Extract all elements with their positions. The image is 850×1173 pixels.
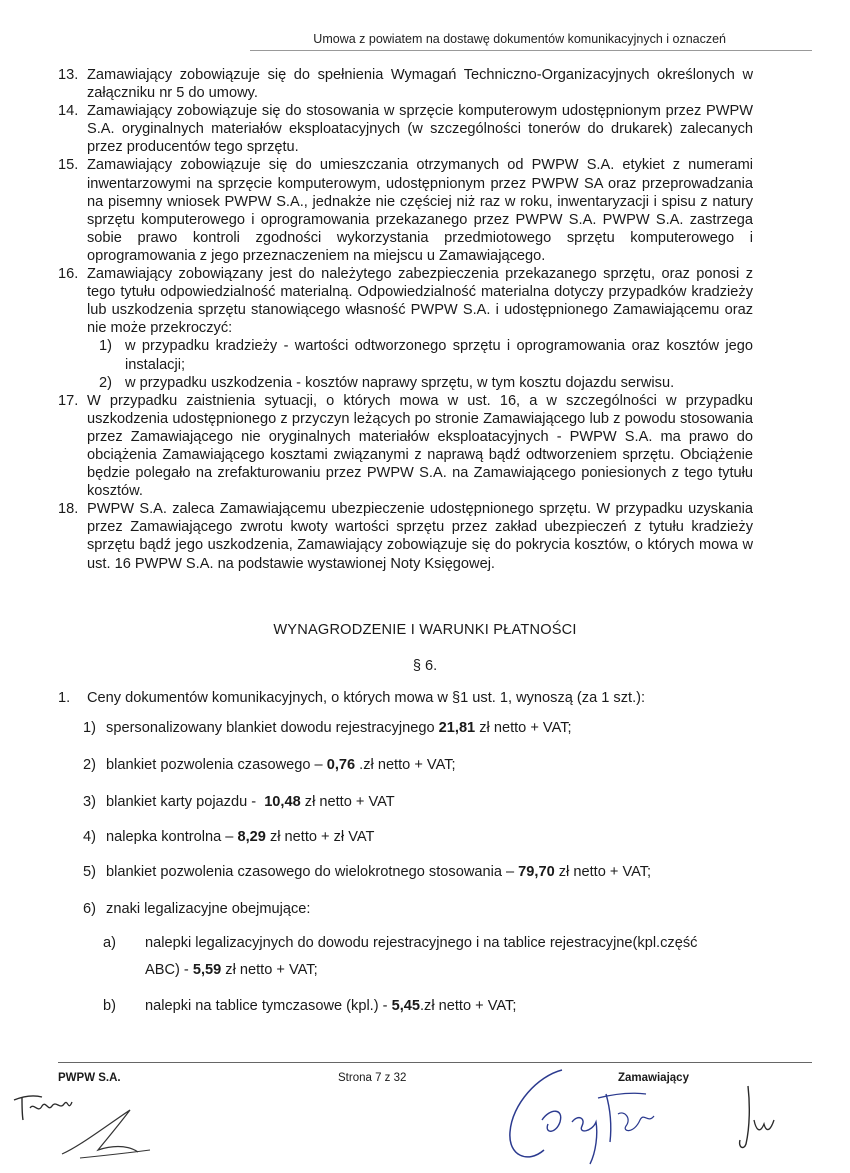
header-rule (250, 50, 812, 51)
handwritten-initials-left (10, 1086, 160, 1164)
price-subitem-a-cont (145, 962, 318, 978)
price-item (83, 829, 374, 845)
clause-number: 14. (58, 103, 79, 120)
subitem-letter: a) (103, 935, 116, 951)
price-unit: zł netto + VAT; (475, 720, 572, 736)
price-value: 8,29 (237, 829, 266, 845)
clause-14 (58, 102, 753, 156)
clause-number: 16. (58, 266, 79, 283)
price-unit: zł netto + VAT (300, 794, 395, 810)
clause-text: Zamawiający zobowiązany jest do należytego zabezpieczenia przekazanego sprzętu, oraz ponosi z tego tytułu odpowiedzialność materialną. Odpowiedzialność materialna dotyczy przypadków kradzieży lub uszkodzenia sprzętu stanowiącego własność PWPW S.A. i udostępnionego Zamawiającemu oraz nie może przekroczyć: (87, 266, 753, 337)
clause-number: 17. (58, 392, 79, 409)
clause-17 (58, 392, 753, 501)
page-header: Umowa z powiatem na dostawę dokumentów komunikacyjnych i oznaczeń (313, 32, 726, 46)
handwritten-initials-right (734, 1080, 784, 1158)
price-value: 5,45 (391, 998, 420, 1014)
price-value: 79,70 (518, 864, 555, 880)
price-item-number: 4) (83, 829, 96, 845)
price-item (83, 720, 572, 736)
footer-right-party: Zamawiający (618, 1072, 689, 1084)
price-value: 10,48 (264, 794, 301, 810)
price-intro-text: Ceny dokumentów komunikacyjnych, o których mowa w §1 ust. 1, wynoszą (za 1 szt.): (87, 690, 646, 706)
price-item-label: znaki legalizacyjne obejmujące: (106, 901, 311, 917)
subitem-text: ABC) - (145, 962, 193, 978)
price-item (83, 794, 395, 810)
price-item-label: spersonalizowany blankiet dowodu rejestracyjnego (106, 720, 439, 736)
subitem-text: nalepki na tablice tymczasowe (kpl.) - (145, 998, 392, 1014)
clause-16-sub-1 (87, 337, 753, 373)
clause-text: W przypadku zaistnienia sytuacji, o których mowa w ust. 16, a w szczególności w przypadku uszkodzenia udostępnionego z przyczyn leżących po stronie Zamawiającego lub z powodu stosowania przez Zamawiającego nie oryginalnych materiałów eksploatacyjnych - PWPW S.A. ma prawo do obciążenia Zamawiającego kosztami związanymi z naprawą bądź odtworzeniem sprzętu. Obciążenie będzie polegało na zrefakturowaniu przez PWPW S.A. na Zamawiającego poniesionych z tego tytułu kosztów. (87, 392, 753, 500)
clause-15 (58, 156, 753, 265)
price-unit: .zł netto + VAT; (419, 998, 517, 1014)
sub-text: w przypadku kradzieży - wartości odtworzonego sprzętu i oprogramowania oraz kosztów jego instalacji; (125, 338, 753, 373)
clause-number: 15. (58, 157, 79, 174)
section-title: WYNAGRODZENIE I WARUNKI PŁATNOŚCI (273, 622, 577, 638)
price-intro-number: 1. (58, 690, 71, 706)
subitem-b-line (145, 998, 516, 1014)
price-subitem-b (103, 998, 517, 1014)
clause-16-sub-2 (87, 374, 753, 392)
section-paragraph-sign: § 6. (412, 658, 438, 674)
price-unit: zł netto + zł VAT (265, 829, 375, 845)
price-value: 0,76 (326, 757, 356, 773)
clause-18 (58, 500, 753, 572)
subitem-letter: b) (103, 998, 116, 1014)
price-item-number: 3) (83, 794, 96, 810)
footer-page-number: Strona 7 z 32 (338, 1072, 407, 1084)
price-item-label: nalepka kontrolna – (106, 829, 238, 845)
sub-number: 2) (99, 374, 112, 391)
price-unit: .zł netto + VAT; (355, 757, 456, 773)
clause-text: Zamawiający zobowiązuje się do spełnienia Wymagań Techniczno-Organizacyjnych określonych w załączniku nr 5 do umowy. (87, 67, 753, 102)
clause-16 (58, 265, 753, 392)
price-item-label: blankiet karty pojazdu - (106, 794, 261, 810)
price-unit: zł netto + VAT; (221, 962, 318, 978)
handwritten-signature-right (498, 1064, 678, 1172)
price-item-number: 5) (83, 864, 96, 880)
price-item (83, 864, 651, 880)
price-value: 5,59 (192, 962, 222, 978)
clause-text: PWPW S.A. zaleca Zamawiającemu ubezpieczenie udostępnionego sprzętu. W przypadku uzyskania przez Zamawiającego zwrotu kwoty wartości sprzętu przez zakład ubezpieczeń z tytułu kradzieży sprzętu bądź jego uszkodzenia, Zamawiający zobowiązuje się do pokrycia kosztów, o których mowa w ust. 16 PWPW S.A. na podstawie wystawionej Noty Księgowej. (87, 501, 753, 572)
price-item-label: blankiet pozwolenia czasowego do wielokrotnego stosowania – (106, 864, 519, 880)
price-item-number: 6) (83, 901, 96, 917)
price-item-number: 1) (83, 720, 96, 736)
price-value: 21,81 (438, 720, 476, 736)
footer-rule (58, 1062, 812, 1063)
clause-number: 18. (58, 501, 79, 518)
clause-13 (58, 66, 753, 102)
subitem-text: nalepki legalizacyjnych do dowodu rejestracyjnego i na tablice rejestracyjne(kpl.część (145, 935, 698, 951)
price-item (83, 901, 310, 917)
price-unit: zł netto + VAT; (554, 864, 652, 880)
clause-text: Zamawiający zobowiązuje się do stosowania w sprzęcie komputerowym udostępnionym przez PWPW S.A. oryginalnych materiałów eksploatacyjnych (w szczególności tonerów do drukarek) zalecanych przez producentów tego sprzętu. (87, 103, 753, 156)
price-item-number: 2) (83, 757, 96, 773)
price-intro (58, 690, 646, 706)
sub-number: 1) (99, 338, 112, 355)
footer-left-party: PWPW S.A. (58, 1072, 121, 1084)
price-item-label: blankiet pozwolenia czasowego – (106, 757, 327, 773)
price-subitem-a (103, 935, 698, 951)
clause-number: 13. (58, 67, 79, 83)
sub-text: w przypadku uszkodzenia - kosztów naprawy sprzętu, w tym kosztu dojazdu serwisu. (125, 374, 675, 391)
clause-text: Zamawiający zobowiązuje się do umieszczania otrzymanych od PWPW S.A. etykiet z numerami inwentarzowymi na sprzęcie komputerowym, udostępnionym przez PWPW SA oraz przeprowadzania na pisemny wniosek PWPW S.A., jednakże nie częściej niż raz w roku, inwentaryzacji i spisu z natury sprzętu komputerowego i oprogramowania przekazanego przez PWPW S.A. PWPW S.A. zastrzega sobie prawo kontroli zgodności wykorzystania przedmiotowego sprzętu komputerowego i oprogramowania z jego przeznaczeniem na miejscu u Zamawiającego. (87, 157, 753, 264)
price-item (83, 757, 456, 773)
clause-list (58, 66, 753, 573)
